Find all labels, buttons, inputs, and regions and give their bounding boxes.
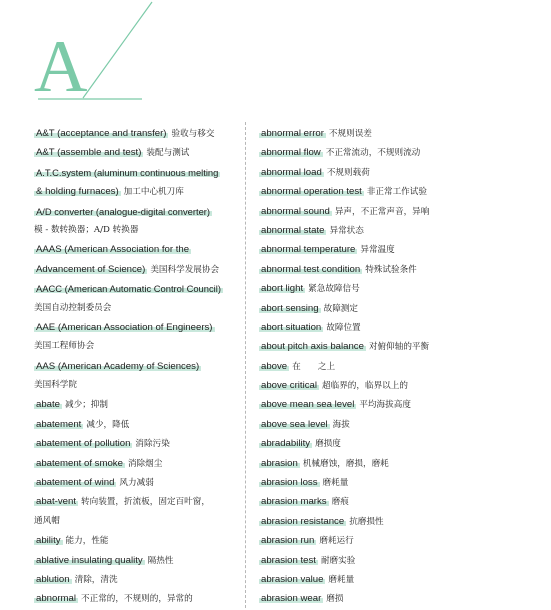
list-item [259, 570, 489, 589]
entry-definition: 加工中心机刀库 [123, 187, 184, 198]
entry-definition: 减少；抑制 [65, 400, 108, 411]
list-item [34, 299, 239, 318]
entry-term: A.T.C.system (aluminum continuous melting [36, 166, 219, 178]
entry-term: about pitch axis balance [261, 341, 364, 353]
list-item [34, 570, 239, 589]
entry-definition: 故障位置 [326, 322, 361, 333]
list-item [259, 221, 489, 240]
entry-term: AAAS (American Association for the [36, 244, 190, 256]
list-item [259, 182, 489, 201]
entry-term: abate [36, 399, 61, 411]
list-item [259, 376, 489, 395]
list-item [34, 240, 239, 259]
list-item [259, 337, 489, 356]
list-item [259, 454, 489, 473]
list-item [34, 551, 239, 570]
entry-term: abat-vent [36, 496, 77, 508]
list-item [259, 279, 489, 298]
entry-term: abatement of wind [36, 477, 115, 489]
entry-term: abnormal operation test [261, 186, 362, 198]
entry-term: above mean sea level [261, 399, 355, 411]
list-item [259, 551, 489, 570]
entry-term: abort situation [261, 321, 322, 333]
list-item [34, 279, 239, 298]
list-item [259, 357, 489, 376]
entry-term: above [261, 360, 288, 372]
list-item [34, 260, 239, 279]
entry-term: & holding furnaces) [36, 186, 119, 198]
list-item [259, 299, 489, 318]
entry-definition: 装配与测试 [146, 148, 190, 159]
entry-definition: 美国工程师协会 [34, 341, 95, 352]
entry-term: abatement of smoke [36, 457, 123, 469]
list-item [34, 473, 239, 492]
entry-definition: 风力减弱 [119, 478, 154, 489]
entry-term: abnormal state [261, 224, 325, 236]
entry-definition: 异常温度 [360, 245, 395, 256]
list-item [259, 473, 489, 492]
entry-definition: 不规则误差 [328, 129, 372, 139]
entry-term: abatement of pollution [36, 438, 131, 450]
right-column [259, 124, 489, 609]
entry-definition: 隔热性 [147, 555, 174, 566]
entry-definition: 磨耗量 [322, 478, 349, 489]
list-item [34, 143, 239, 162]
list-item [34, 415, 239, 434]
entry-term: abatement [36, 418, 82, 430]
entry-definition: 不规则载荷 [326, 167, 370, 178]
list-item [259, 240, 489, 259]
entry-definition: 通风帽 [34, 515, 60, 526]
list-item [34, 376, 239, 395]
entry-term: AACC (American Automatic Control Council) [36, 283, 221, 295]
list-item [34, 221, 239, 240]
list-item [34, 163, 239, 182]
entry-term: abrasion wear [261, 593, 322, 605]
entry-term: abnormal sound [261, 205, 330, 217]
entry-definition: 不正常的，不规则的，异常的 [81, 594, 193, 605]
entry-definition: 美国科学院 [34, 380, 77, 391]
entry-definition: 不正常流动，不规则流动 [325, 148, 421, 159]
entry-definition: 异常状态 [329, 225, 364, 236]
list-item [259, 124, 489, 143]
entry-term: abort sensing [261, 302, 319, 314]
entry-term: A&T (assemble and test) [36, 147, 142, 159]
entry-term: ability [36, 535, 61, 547]
entry-definition: 消除烟尘 [127, 458, 163, 469]
list-item [34, 357, 239, 376]
entry-term: ablative insulating quality [36, 554, 143, 566]
list-item [34, 434, 239, 453]
entry-definition: 模 - 数转换器；A/D 转换器 [34, 224, 139, 235]
entry-term: abrasion marks [261, 496, 327, 508]
entry-definition: 在 之上 [292, 361, 336, 372]
entry-definition: 超临界的，临界以上的 [322, 381, 408, 392]
entry-term: abrasion test [261, 554, 316, 566]
entry-definition: 清除，清洗 [74, 574, 118, 585]
entry-term: ablution [36, 573, 70, 585]
entry-term: AAS (American Academy of Sciences) [36, 360, 200, 372]
entry-term: abradability [261, 438, 311, 450]
list-item [259, 163, 489, 182]
entry-term: abrasion loss [261, 477, 318, 489]
left-column [34, 124, 239, 609]
list-item [259, 512, 489, 531]
entry-definition: 消除污染 [135, 439, 170, 450]
section-letter: A [34, 26, 88, 108]
list-item [34, 395, 239, 414]
entry-definition: 磨痕 [331, 497, 349, 508]
list-item [34, 337, 239, 356]
entry-term: Advancement of Science) [36, 263, 146, 275]
entry-definition: 验收与移交 [171, 129, 215, 139]
entry-term: abrasion value [261, 573, 324, 585]
list-item [34, 531, 239, 550]
list-item [259, 492, 489, 511]
list-item [259, 434, 489, 453]
list-item [34, 589, 239, 608]
entry-term: abrasion run [261, 535, 315, 547]
list-item [34, 182, 239, 201]
list-item [34, 318, 239, 337]
list-item [259, 260, 489, 279]
list-item [259, 589, 489, 608]
entry-term: abrasion resistance [261, 515, 345, 527]
entry-definition: 海拔 [332, 419, 350, 430]
entry-definition: 磨耗量 [328, 574, 355, 585]
entry-definition: 美国科学发展协会 [150, 264, 220, 275]
entry-definition: 磨损度 [315, 439, 341, 450]
entry-definition: 转向装置，折流板，固定百叶窗， [81, 497, 210, 508]
entry-term: abrasion [261, 457, 298, 469]
list-item [34, 454, 239, 473]
list-item [34, 202, 239, 221]
entry-term: abnormal load [261, 166, 322, 178]
list-item [259, 415, 489, 434]
entry-definition: 异声，不正常声音，异响 [334, 206, 430, 217]
entry-definition: 非正常工作试验 [366, 187, 427, 198]
entry-term: abnormal temperature [261, 244, 356, 256]
entry-definition: 抗磨损性 [349, 516, 384, 527]
entry-definition: 紧急故障信号 [308, 284, 360, 295]
entry-term: AAE (American Association of Engineers) [36, 321, 213, 333]
entry-definition: 对俯仰轴的平衡 [368, 342, 430, 353]
entry-definition: 减少，降低 [86, 419, 130, 430]
entry-term: A/D converter (analogue-digital converter) [36, 205, 211, 217]
list-item [34, 512, 239, 531]
list-item [259, 531, 489, 550]
list-item [259, 395, 489, 414]
entry-term: abnormal [36, 593, 76, 605]
list-item [259, 202, 489, 221]
entry-definition: 机械磨蚀，磨损，磨耗 [302, 458, 389, 469]
entry-definition: 平均海拔高度 [359, 400, 411, 411]
entry-definition: 特殊试验条件 [365, 264, 417, 275]
list-item [259, 318, 489, 337]
list-item [34, 124, 239, 143]
list-item [34, 492, 239, 511]
entry-definition: 耐磨实验 [320, 555, 356, 566]
entry-term: abnormal flow [261, 147, 321, 159]
entry-term: A&T (acceptance and transfer) [36, 128, 167, 139]
entry-term: above sea level [261, 418, 328, 430]
list-item [259, 143, 489, 162]
entry-term: abnormal error [261, 128, 324, 139]
entry-term: above critical [261, 380, 317, 392]
column-divider [245, 122, 246, 608]
entry-definition: 美国自动控制委员会 [34, 302, 112, 313]
entry-term: abort light [261, 283, 304, 295]
entry-definition: 磨损 [326, 594, 344, 605]
entry-definition: 能力，性能 [65, 536, 109, 547]
entry-term: abnormal test condition [261, 263, 361, 275]
entry-definition: 磨耗运行 [319, 536, 354, 547]
entry-definition: 故障测定 [323, 303, 358, 314]
